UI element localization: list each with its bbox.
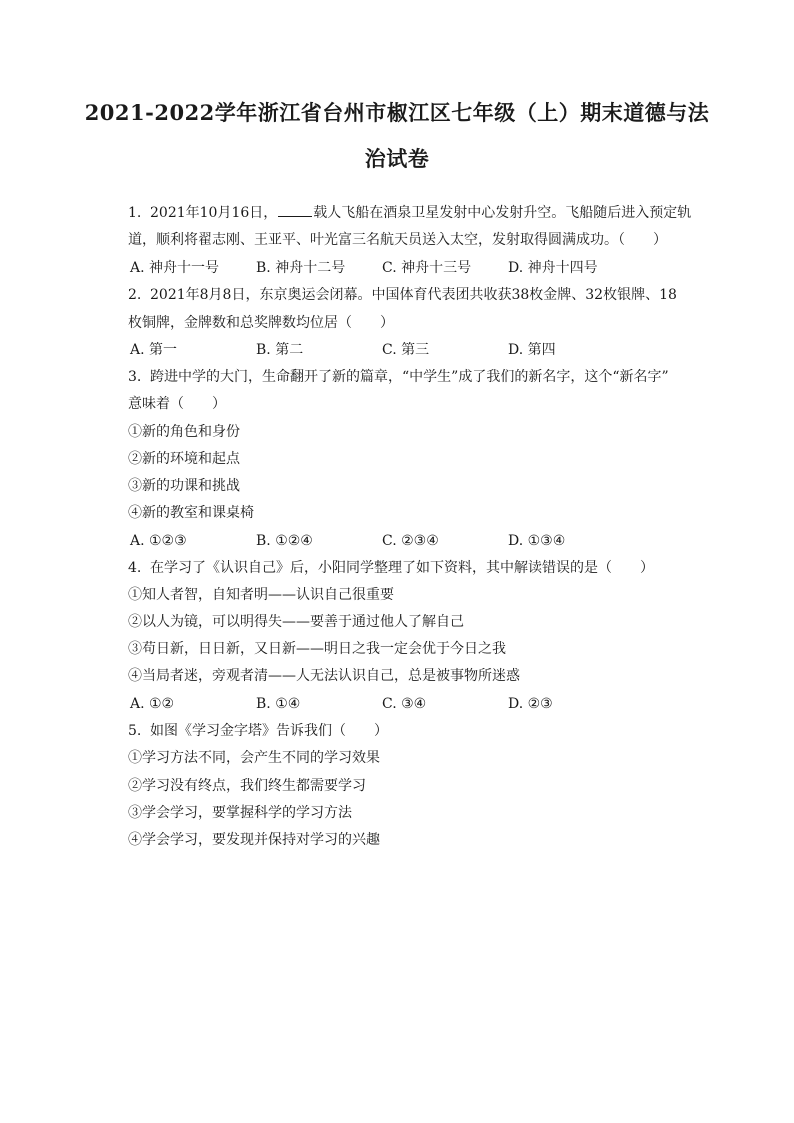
question-3-option-b: B. ①②④ <box>256 533 313 549</box>
question-5-stem-text: 如图《学习金字塔》告诉我们（ ） <box>150 723 388 739</box>
question-1-stem-line2: 道，顺利将翟志刚、王亚平、叶光富三名航天员送入太空，发射取得圆满成功。（ ） <box>128 232 667 248</box>
question-1-option-c: C. 神舟十三号 <box>382 260 472 276</box>
question-2-stem-line1 <box>128 285 708 305</box>
question-1-stem-part1: 2021年10月16日， <box>150 205 278 221</box>
question-3-item-1: ①新的角色和身份 <box>128 424 240 440</box>
question-2-number: 2. <box>128 287 142 303</box>
question-3-stem-line2: 意味着（ ） <box>128 396 226 412</box>
question-4-number: 4. <box>128 560 142 576</box>
question-1-option-a: A. 神舟十一号 <box>130 260 220 276</box>
question-3-stem-line1 <box>128 367 708 387</box>
question-4-item-1: ①知人者智，自知者明——认识自己很重要 <box>128 587 394 603</box>
question-4-option-a: A. ①② <box>130 696 175 712</box>
question-4-option-d: D. ②③ <box>508 696 553 712</box>
question-4-stem-line1 <box>128 558 708 578</box>
question-5-stem-line1 <box>128 721 708 741</box>
question-5-item-1: ①学习方法不同，会产生不同的学习效果 <box>128 750 380 766</box>
question-3-option-c: C. ②③④ <box>382 533 439 549</box>
question-1-option-d: D. 神舟十四号 <box>508 260 598 276</box>
question-3-number: 3. <box>128 369 142 385</box>
question-4-stem-text: 在学习了《认识自己》后，小阳同学整理了如下资料，其中解读错误的是（ ） <box>150 560 654 576</box>
question-5-number: 5. <box>128 723 142 739</box>
question-1-stem-part2: 载人飞船在酒泉卫星发射中心发射升空。飞船随后进入预定轨 <box>313 205 692 221</box>
exam-title-line2: 治试卷 <box>364 146 430 171</box>
question-2-option-a: A. 第一 <box>130 342 178 358</box>
question-4-item-4: ④当局者迷，旁观者清——人无法认识自己，总是被事物所迷惑 <box>128 668 520 684</box>
question-3-item-2: ②新的环境和起点 <box>128 451 240 467</box>
exam-title-line1: 2021-2022学年浙江省台州市椒江区七年级（上）期末道德与法 <box>84 100 710 125</box>
question-5-item-2: ②学习没有终点，我们终生都需要学习 <box>128 778 366 794</box>
question-3-item-4: ④新的教室和课桌椅 <box>128 505 254 521</box>
question-1-option-b: B. 神舟十二号 <box>256 260 346 276</box>
question-2-option-b: B. 第二 <box>256 342 304 358</box>
question-1-blank <box>278 202 312 217</box>
question-4-item-3: ③苟日新，日日新，又日新——明日之我一定会优于今日之我 <box>128 641 506 657</box>
question-3-option-a: A. ①②③ <box>130 533 187 549</box>
question-5-item-4: ④学会学习，要发现并保持对学习的兴趣 <box>128 832 380 848</box>
question-4-item-2: ②以人为镜，可以明得失——要善于通过他人了解自己 <box>128 614 464 630</box>
question-4-option-b: B. ①④ <box>256 696 301 712</box>
question-2-stem-line2: 枚铜牌，金牌数和总奖牌数均位居（ ） <box>128 315 394 331</box>
question-1-number: 1. <box>128 205 142 221</box>
question-3-option-d: D. ①③④ <box>508 533 566 549</box>
question-4-option-c: C. ③④ <box>382 696 427 712</box>
question-2-stem-text: 2021年8月8日，东京奥运会闭幕。中国体育代表团共收获38枚金牌、32枚银牌、18 <box>150 287 677 303</box>
question-3-item-3: ③新的功课和挑战 <box>128 478 240 494</box>
question-1-stem-line1 <box>128 202 708 223</box>
question-2-option-d: D. 第四 <box>508 342 556 358</box>
question-5-item-3: ③学会学习，要掌握科学的学习方法 <box>128 805 352 821</box>
question-2-option-c: C. 第三 <box>382 342 430 358</box>
question-3-stem-text: 跨进中学的大门，生命翻开了新的篇章，“中学生”成了我们的新名字，这个“新名字” <box>150 369 669 385</box>
